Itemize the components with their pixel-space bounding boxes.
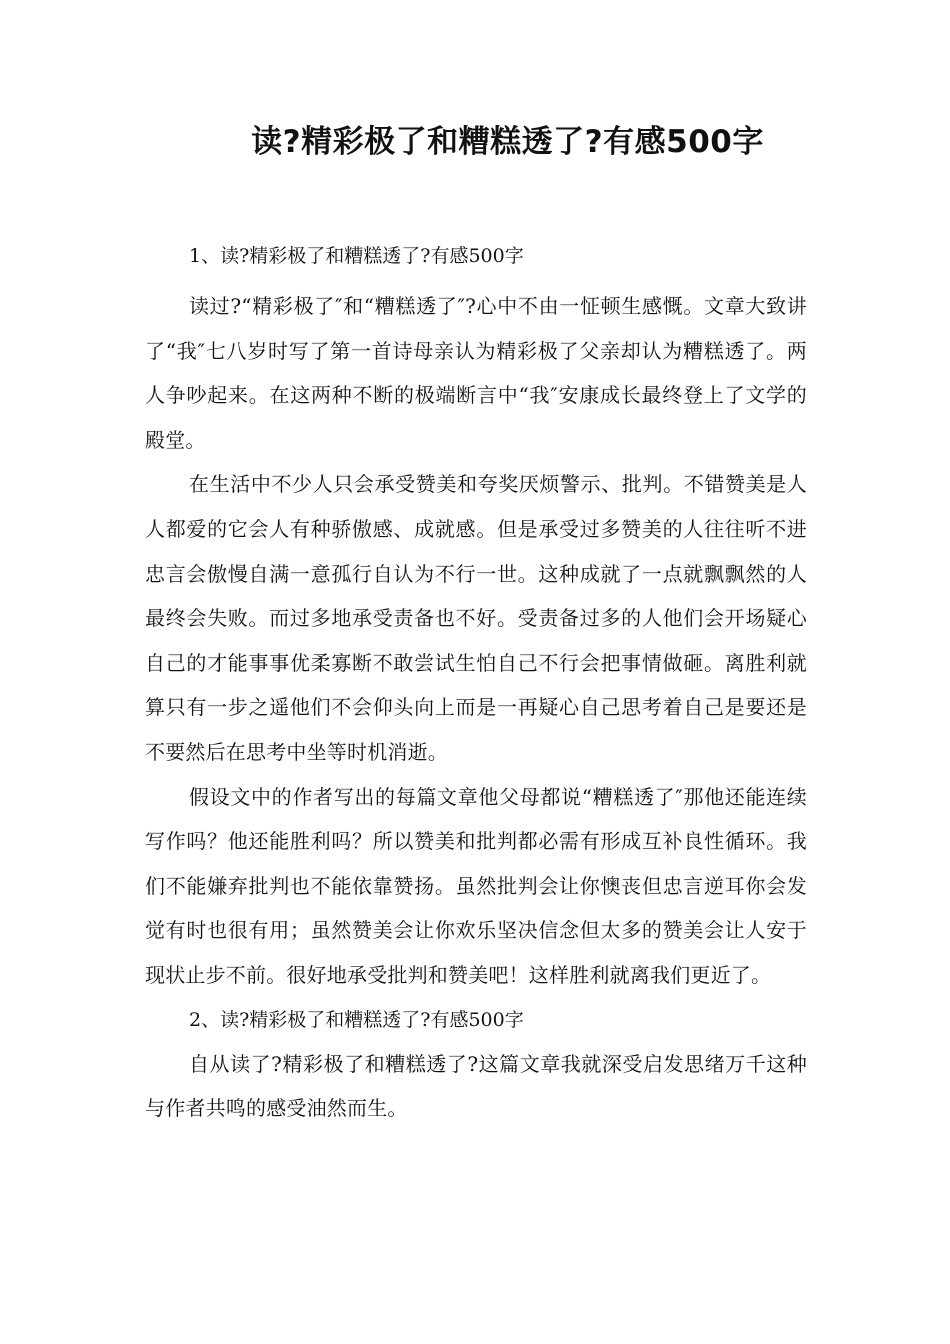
paragraph: 自从读了?精彩极了和糟糕透了?这篇文章我就深受启发思绪万千这种与作者共鸣的感受油然而生。 (145, 1051, 807, 1121)
paragraph: 读过?“精彩极了″和“糟糕透了″?心中不由一怔顿生感慨。文章大致讲了“我″七八岁时写了第一首诗母亲认为精彩极了父亲却认为糟糕透了。两人争吵起来。在这两种不断的极端断言中“我″安康成长最终登上了文学的殿堂。 (145, 294, 807, 452)
section-heading: 2、读?精彩极了和糟糕透了?有感500字 (189, 1008, 524, 1031)
section-heading: 1、读?精彩极了和糟糕透了?有感500字 (189, 245, 524, 267)
document-body (145, 234, 807, 1131)
paragraph: 假设文中的作者写出的每篇文章他父母都说“糟糕透了″那他还能连续写作吗？他还能胜利吗？所以赞美和批判都必需有形成互补良性循环。我们不能嫌弃批判也不能依靠赞扬。虽然批判会让你懊丧但忠言逆耳你会发觉有时也很有用；虽然赞美会让你欢乐坚决信念但太多的赞美会让人安于现状止步不前。很好地承受批判和赞美吧！这样胜利就离我们更近了。 (145, 784, 807, 987)
document-title: 读?精彩极了和糟糕透了?有感500字 (251, 124, 764, 160)
paragraph: 在生活中不少人只会承受赞美和夸奖厌烦警示、批判。不错赞美是人人都爱的它会人有种骄傲感、成就感。但是承受过多赞美的人往往听不进忠言会傲慢自满一意孤行自认为不行一世。这种成就了一点就飘飘然的人最终会失败。而过多地承受责备也不好。受责备过多的人他们会开场疑心自己的才能事事优柔寡断不敢尝试生怕自己不行会把事情做砸。离胜利就算只有一步之遥他们不会仰头向上而是一再疑心自己思考着自己是要还是不要然后在思考中坐等时机消逝。 (145, 472, 807, 764)
